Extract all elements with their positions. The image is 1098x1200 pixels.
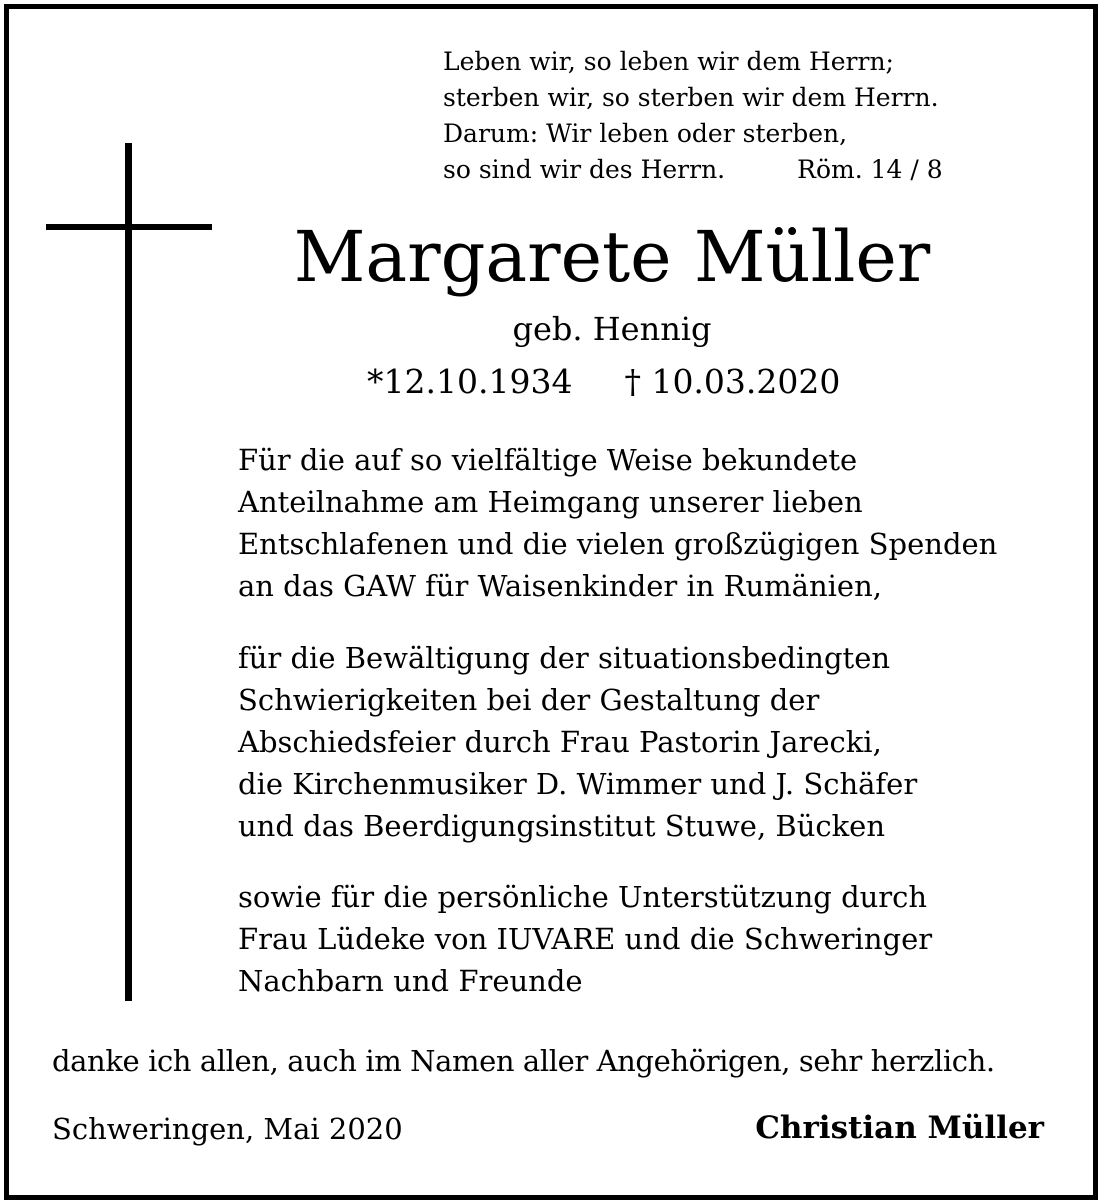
maiden-name: geb. Hennig — [512, 310, 712, 348]
text-line: an das GAW für Waisenkinder in Rumänien, — [238, 569, 882, 603]
text-line: die Kirchenmusiker D. Wimmer und J. Schäfer — [238, 767, 918, 801]
signature: Christian Müller — [755, 1110, 1044, 1146]
paragraph-funeral — [238, 637, 1078, 847]
deceased-name: Margarete Müller — [293, 216, 931, 298]
text-line: sowie für die persönliche Unterstützung durch — [238, 880, 928, 914]
text-line: Frau Lüdeke von IUVARE und die Schweringer — [238, 922, 933, 956]
text-line: Abschiedsfeier durch Frau Pastorin Jarecki, — [238, 725, 882, 759]
text-line: und das Beerdigungsinstitut Stuwe, Bücken — [238, 809, 886, 843]
paragraph-support — [238, 876, 1078, 1002]
thanks-line: danke ich allen, auch im Namen aller Angehörigen, sehr herzlich. — [52, 1044, 995, 1078]
birth-date: *12.10.1934 — [367, 362, 573, 401]
text-line: Schwierigkeiten bei der Gestaltung der — [238, 683, 820, 717]
verse-line: Darum: Wir leben oder sterben, — [443, 119, 848, 148]
verse-reference: Röm. 14 / 8 — [797, 155, 943, 184]
verse-line: so sind wir des Herrn. — [443, 155, 726, 184]
text-line: Entschlafenen und die vielen großzügigen Spenden — [238, 527, 998, 561]
text-line: für die Bewältigung der situationsbedingten — [238, 641, 891, 675]
text-line: Für die auf so vielfältige Weise bekundete — [238, 443, 858, 477]
text-line: Nachbarn und Freunde — [238, 964, 583, 998]
verse-line: sterben wir, so sterben wir dem Herrn. — [443, 83, 939, 112]
verse-last-line — [443, 152, 1023, 188]
text-line: Anteilnahme am Heimgang unserer lieben — [238, 485, 863, 519]
bible-verse — [443, 44, 1023, 188]
death-date: † 10.03.2020 — [624, 362, 841, 401]
place-date: Schweringen, Mai 2020 — [52, 1112, 403, 1146]
verse-line: Leben wir, so leben wir dem Herrn; — [443, 47, 894, 76]
paragraph-condolences — [238, 439, 1078, 607]
life-dates — [367, 359, 840, 405]
